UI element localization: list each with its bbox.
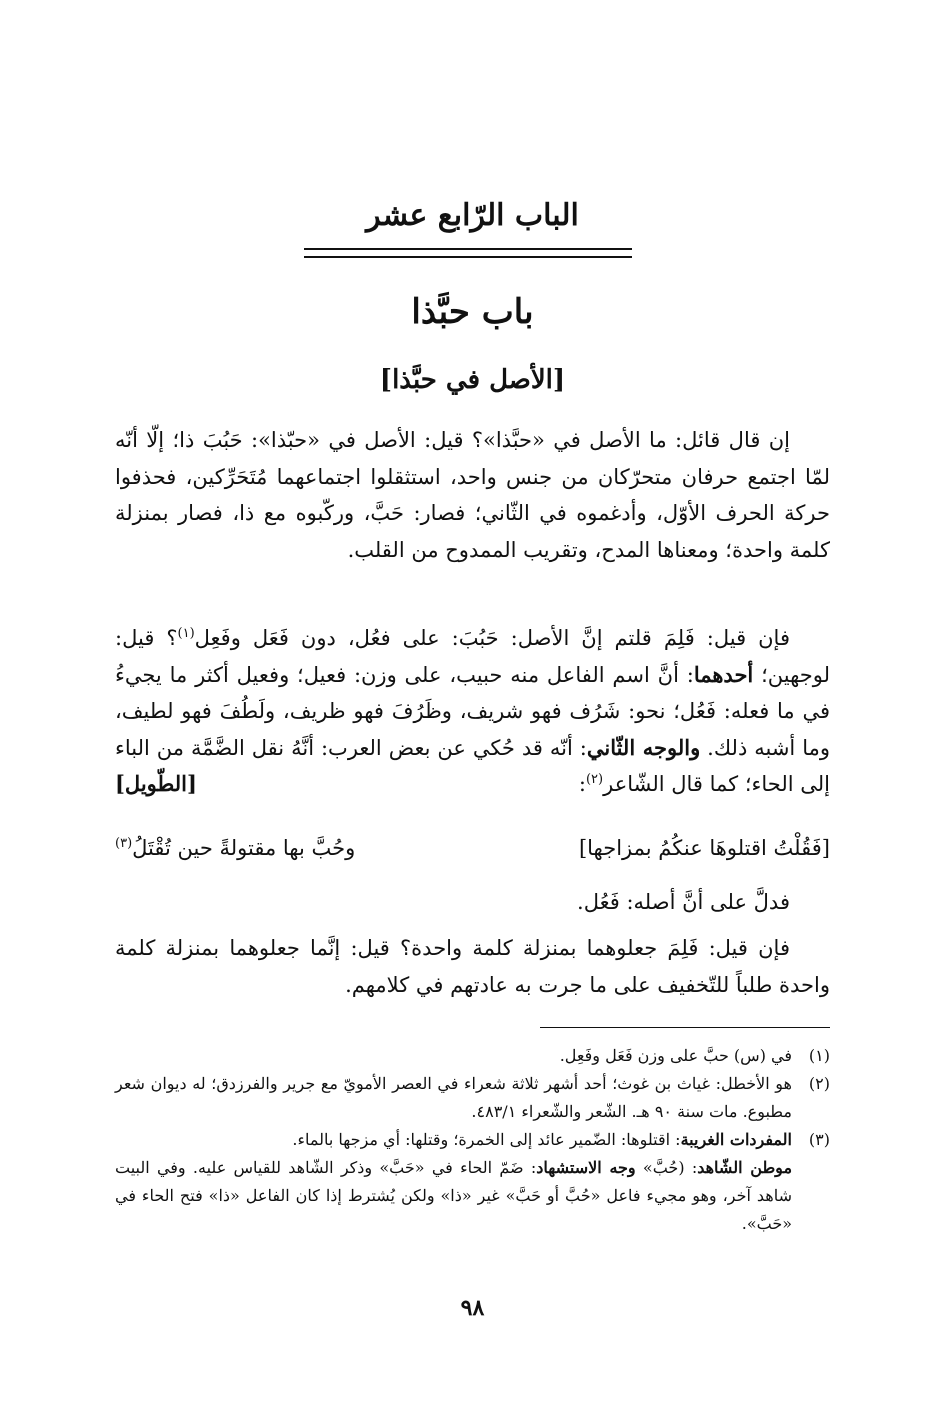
footnote-text [115, 1126, 792, 1238]
paragraph-2-text-a: فإن قيل: فَلِمَ قلتم إنَّ الأصل: حَبُبَ: على فعُل، دون فَعَل وفَعِل [194, 626, 790, 650]
verse-second-hemistich [115, 830, 355, 866]
footnote-ref-3: (٣) [115, 836, 133, 851]
footnote-evidence-place-text: : (حُبَّ» [635, 1158, 698, 1177]
footnote-text: هو الأخطل: غياث بن غوث؛ أحد أشهر ثلاثة شعراء في العصر الأمويّ مع جرير والفرزدق؛ له ديوان شعر مطبوع. مات سنة ٩٠ هـ. الشّعر والشّعراء ٤٨٣/١. [115, 1074, 792, 1121]
footnote-number: (١) [808, 1046, 830, 1065]
page-number: ٩٨ [460, 1295, 485, 1321]
footnote-ref-2: (٢) [585, 772, 604, 787]
conclusion-line: فدلَّ على أنَّ أصله: فَعُل. [577, 890, 790, 914]
footnote-separator [540, 1027, 830, 1028]
footnote-label-evidence-place: موطن الشّاهد [697, 1158, 793, 1177]
footnote-1 [115, 1042, 830, 1070]
second-reason-label: والوجه الثّاني [586, 734, 701, 760]
verse-second-hemistich-text: وحُبَّ بها مقتولةً حين تُقْتَلُ [132, 836, 356, 860]
first-reason-label: أحدهما [693, 661, 754, 687]
paragraph-2-text-e: : [578, 772, 586, 796]
footnote-text: في (س) حبَّ على وزن فَعَل وفَعِل. [559, 1046, 792, 1065]
verse-first-hemistich: [فَقُلْتُ اقتلوهَا عنكُمُ بمزاجها] [578, 836, 830, 860]
poetry-verse [115, 830, 830, 866]
poetic-meter-tag: [الطّويل] [115, 771, 197, 796]
section-title: باب حبَّذا [411, 292, 534, 332]
footnote-ref-1: (١) [177, 626, 195, 641]
footnote-label-evidence-aspect: وجه الاستشهاد [536, 1158, 636, 1177]
paragraph-3: فإن قيل: فَلِمَ جعلوهما بمنزلة كلمة واحدة؟ قيل: إنَّما جعلوهما بمنزلة كلمة واحدة طلباً للتّخفيف على ما جرت به عادتهم في كلامهم. [115, 936, 830, 997]
footnote-vocabulary-text: : اقتلوها: الضّمير عائد إلى الخمرة؛ وقتلها: أي مزجها بالماء. [292, 1130, 681, 1149]
paragraph-2-text-b: ؟ قيل: لوجهين؛ [115, 626, 830, 687]
subsection-title: [الأصل في حبَّذا] [379, 365, 566, 395]
chapter-title: الباب الرّابع عشر [366, 198, 579, 233]
title-double-rule [304, 248, 632, 258]
footnote-number: (٣) [808, 1130, 830, 1149]
footnote-evidence-aspect-text: : ضَمّ الحاء في «حَبَّ» وذكر الشّاهد للقياس عليه. وفي البيت شاهد آخر، وهو مجيء فاعل «حُبَّ أو حَبَّ» غير «ذا» ولكن يُشترط إذا كان الفاعل «ذا» فتح الحاء في «حَبَّ». [115, 1158, 792, 1233]
paragraph-2-text-d: : أنّه قد حُكي عن بعض العرب: أنَّهُ نقل الضَّمَّة من الباء إلى الحاء؛ كما قال الشّاعر [115, 735, 830, 796]
footnotes [115, 1042, 830, 1238]
paragraph-2 [115, 620, 830, 803]
paragraph-2-text-c: : أنَّ اسم الفاعل منه حبيب، على وزن: فعيل؛ وفعيل أكثر ما يجيءُ في ما فعله: فَعُل؛ نحو: شَرُف فهو شريف، وظَرُفَ فهو ظريف، ولَطُفَ فهو لطيف، وما أشبه ذلك. [115, 662, 831, 760]
footnote-label-vocabulary: المفردات الغريبة [680, 1130, 792, 1149]
footnote-2 [115, 1070, 830, 1126]
footnote-number: (٢) [808, 1074, 830, 1093]
paragraph-1: إن قال قائل: ما الأصل في «حبَّذا»؟ قيل: الأصل في «حبّذا»: حَبُبَ ذا؛ إلّا أنّه لمّا اجتمع حرفان متحرّكان من جنس واحد، استثقلوا اجتماعهما مُتَحَرِّكين، فحذفوا حركة الحرف الأوّل، وأدغموه في الثّاني؛ فصار: حَبَّ، وركّبوه مع ذا، فصار بمنزلة كلمة واحدة؛ ومعناها المدح، وتقريب الممدوح من القلب. [115, 428, 830, 562]
footnote-3 [115, 1126, 830, 1238]
